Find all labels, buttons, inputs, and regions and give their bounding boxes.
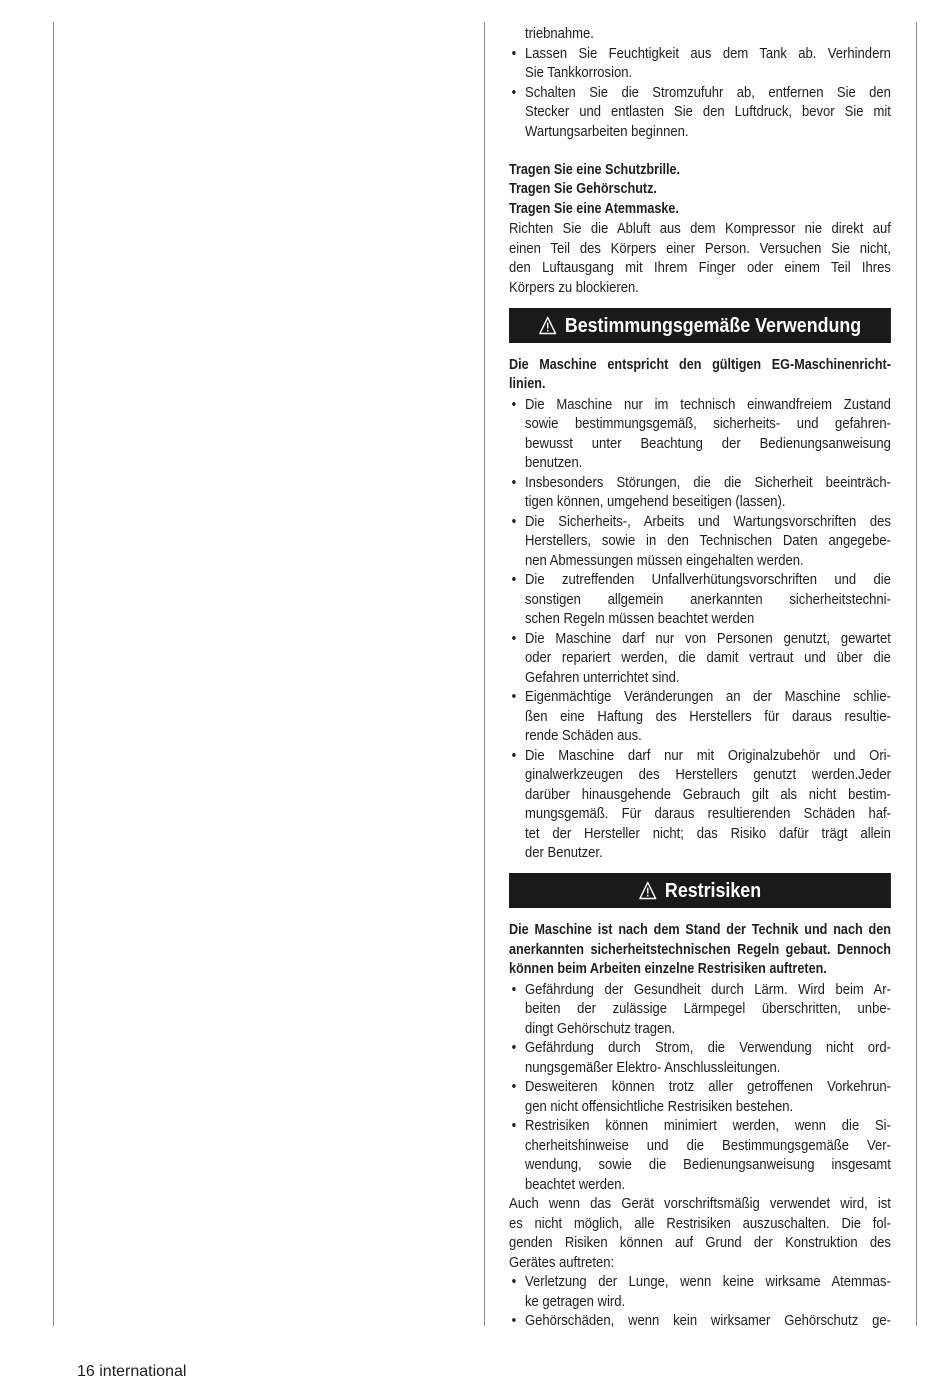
text-line: Restrisiken können minimiert werden, wenn die Si-	[524, 1117, 891, 1134]
bold-notice-lines	[509, 161, 891, 220]
text-line: beiten der zulässige Lärmpegel überschritten, unbe-	[524, 1000, 891, 1017]
page-footer: 16 international	[77, 1363, 187, 1380]
text-line: Herstellers, sowie in den Technischen Daten angegebe-	[524, 532, 891, 549]
bullet-item	[509, 1116, 891, 1194]
bullet-item	[509, 687, 891, 746]
text-line: beachtet werden.	[524, 1175, 626, 1193]
bullet-item	[509, 980, 891, 1039]
text-line: einen Teil des Körpers einer Person. Versuchen Sie nicht,	[509, 239, 891, 257]
text-line: Gefahren unterrichtet sind.	[524, 668, 680, 686]
bullet-item	[509, 1038, 891, 1077]
text-line: ke getragen wird.	[524, 1292, 626, 1310]
text-line: nen Abmessungen müssen eingehalten werden.	[524, 551, 804, 569]
text-line: triebnahme.	[524, 25, 594, 42]
text-line: Desweiteren können trotz aller getroffenen Vorkehrun-	[524, 1078, 891, 1095]
text-line: wendung, sowie die Bedienungsanweisung insgesamt	[524, 1156, 891, 1173]
text-line: Die Maschine darf nur von Personen genutzt, gewartet	[524, 629, 891, 647]
bold-intro	[509, 356, 891, 395]
right-margin-rule	[916, 22, 917, 1326]
bullet-marker: •	[511, 44, 517, 62]
text-line: anerkannten sicherheitstechnischen Regeln gebaut. Dennoch	[509, 941, 891, 958]
section-intended-use	[509, 308, 891, 863]
text-line: können beim Arbeiten einzelne Restrisiken auftreten.	[509, 961, 827, 977]
text-line: Die zutreffenden Unfallverhütungsvorschriften und die	[524, 571, 891, 588]
bullet-marker: •	[511, 571, 517, 588]
text-line: linien.	[509, 376, 546, 392]
text-line: Lassen Sie Feuchtigkeit aus dem Tank ab. Verhindern	[524, 44, 891, 62]
bullet-item	[509, 570, 891, 629]
bullet-marker: •	[511, 1117, 517, 1134]
text-line: sowie bestimmungsgemäß, sicherheits- und gefahren-	[524, 415, 891, 432]
bullet-item	[509, 512, 891, 571]
bullet-item	[509, 1077, 891, 1116]
bullet-marker: •	[511, 83, 517, 101]
paragraph	[509, 219, 891, 297]
warning-icon	[639, 873, 657, 908]
text-line: Richten Sie die Abluft aus dem Kompressor nie direkt auf	[509, 220, 891, 237]
bullet-marker: •	[511, 688, 517, 705]
residual-risks-body	[509, 921, 891, 1331]
left-margin-rule	[53, 22, 54, 1326]
text-line: Die Maschine darf nur mit Originalzubehör und Ori-	[524, 746, 891, 764]
text-line: darüber hinausgehende Gebrauch gilt als nicht bestim-	[524, 785, 891, 803]
text-line: der Benutzer.	[524, 844, 603, 861]
text-line: Sie Tankkorrosion.	[524, 64, 633, 81]
text-line: schen Regeln müssen beachtet werden	[524, 610, 755, 627]
paragraph	[509, 1194, 891, 1272]
safety-notice	[509, 161, 891, 298]
text-line: bewusst unter Beachtung der Bedienungsanweisung	[524, 434, 891, 452]
text-line: Die Maschine entspricht den gültigen EG-Maschinenricht-	[509, 356, 891, 373]
text-line: Tragen Sie eine Atemmaske.	[509, 200, 679, 217]
text-line: mungsgemäß. Für daraus resultierenden Schäden haf-	[524, 805, 891, 822]
bullet-item	[509, 1311, 891, 1331]
bullet-item	[509, 629, 891, 688]
text-line: Verletzung der Lunge, wenn keine wirksame Atemmas-	[524, 1273, 891, 1290]
text-line: tet der Hersteller nicht; das Risiko dafür trägt allein	[524, 824, 891, 842]
column-divider-rule	[484, 22, 485, 1326]
bullet-item	[509, 746, 891, 863]
text-line: dingt Gehörschutz tragen.	[524, 1019, 676, 1037]
warning-icon	[539, 308, 557, 343]
bullet-marker: •	[511, 1078, 517, 1095]
bullet-marker: •	[511, 629, 517, 647]
bullet-marker: •	[511, 1273, 517, 1290]
text-line: Insbesonders Störungen, die die Sicherheit beeinträch-	[524, 473, 891, 491]
text-line: Gehörschäden, wenn kein wirksamer Gehörschutz ge-	[524, 1312, 891, 1329]
text-line: Gerätes auftreten:	[509, 1253, 615, 1271]
bullet-marker: •	[511, 746, 517, 764]
text-line: cherheitshinweise und die Bestimmungsgemäße Ver-	[524, 1136, 891, 1154]
text-line: gen nicht offensichtliche Restrisiken bestehen.	[524, 1097, 794, 1115]
bullet-continuation	[509, 24, 891, 44]
text-line: Tragen Sie eine Schutzbrille.	[509, 161, 681, 178]
bold-intro	[509, 921, 891, 980]
text-line: Gefährdung durch Strom, die Verwendung nicht ord-	[524, 1039, 891, 1056]
bullet-item	[509, 395, 891, 473]
text-line: ßen eine Haftung des Herstellers für daraus resultie-	[524, 707, 891, 725]
text-line: benutzen.	[524, 454, 583, 471]
text-line: den Luftausgang mit Ihrem Finger oder einem Teil Ihres	[509, 259, 891, 276]
section-residual-risks	[509, 873, 891, 1331]
text-line: Die Maschine ist nach dem Stand der Technik und nach den	[509, 922, 891, 938]
bullet-item	[509, 473, 891, 512]
text-line: sonstigen allgemein anerkannten sicherheitstechni-	[524, 590, 891, 608]
bullet-marker: •	[511, 473, 517, 491]
text-line: rende Schäden aus.	[524, 727, 642, 744]
text-line: Wartungsarbeiten beginnen.	[524, 122, 689, 140]
right-text-column	[509, 24, 891, 1331]
text-line: oder repariert werden, die damit vertraut und über die	[524, 649, 891, 666]
text-line: Stecker und entlasten Sie den Luftdruck, bevor Sie mit	[524, 103, 891, 120]
section-heading-intended-use	[509, 308, 891, 343]
text-line: es nicht möglich, alle Restrisiken auszuschalten. Die fol-	[509, 1214, 891, 1232]
bullet-marker: •	[511, 1039, 517, 1056]
bullet-item	[509, 1272, 891, 1311]
section-heading-text: Restrisiken	[664, 879, 762, 902]
text-line: ginalwerkzeugen des Herstellers genutzt werden.Jeder	[524, 766, 891, 783]
text-line: tigen können, umgehend beseitigen (lassen).	[524, 493, 786, 510]
intended-use-body	[509, 356, 891, 863]
text-line: genden Risiken können auf Grund der Konstruktion des	[509, 1234, 891, 1251]
text-line: nungsgemäßer Elektro- Anschlussleitungen.	[524, 1058, 781, 1076]
continued-bullet-list	[509, 24, 891, 141]
bullet-item	[509, 44, 891, 83]
bullet-marker: •	[511, 395, 517, 413]
text-line: Die Sicherheits-, Arbeits und Wartungsvorschriften des	[524, 512, 891, 530]
text-line: Gefährdung der Gesundheit durch Lärm. Wird beim Ar-	[524, 980, 891, 998]
bullet-item	[509, 83, 891, 142]
text-line: Eigenmächtige Veränderungen an der Maschine schlie-	[524, 688, 891, 705]
text-line: Die Maschine nur im technisch einwandfreiem Zustand	[524, 395, 891, 413]
text-line: Schalten Sie die Stromzufuhr ab, entfernen Sie den	[524, 83, 891, 101]
bullet-marker: •	[511, 512, 517, 530]
text-line: Tragen Sie Gehörschutz.	[509, 181, 657, 197]
text-line: Auch wenn das Gerät vorschriftsmäßig verwendet wird, ist	[509, 1195, 891, 1212]
section-heading-text: Bestimmungsgemäße Verwendung	[564, 313, 862, 337]
text-line: Körpers zu blockieren.	[509, 278, 639, 296]
bullet-marker: •	[511, 980, 517, 998]
bullet-marker: •	[511, 1312, 517, 1329]
section-heading-residual-risks	[509, 873, 891, 908]
